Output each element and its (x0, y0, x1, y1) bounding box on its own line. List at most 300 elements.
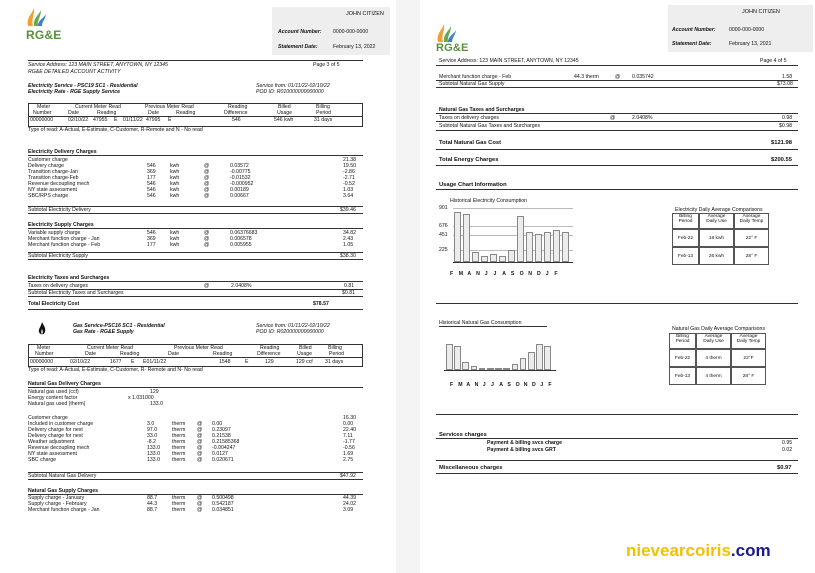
charge-amount: -0.56 (343, 445, 355, 451)
gas-meter-header: Meter (37, 345, 51, 351)
gas-current-read-date: 02/10/22 (70, 359, 91, 365)
charge-rate: 0.23097 (212, 427, 231, 433)
merchant-feb-qty: 44.3 therm (574, 74, 599, 80)
statement-page-3 (0, 0, 395, 573)
electricity-tax-title: Electricity Taxes and Surcharges (28, 275, 110, 281)
charge-amount: 2.43 (343, 236, 354, 242)
month-label: N (476, 271, 480, 277)
month-label: J (493, 271, 497, 277)
charge-at: @ (197, 457, 203, 463)
gas-comparison-title: Natural Gas Daily Average Comparisons (672, 326, 766, 332)
charge-label: Revenue decoupling mech (28, 445, 90, 451)
charge-label: Weather adjustment (28, 439, 75, 445)
charge-quantity: 546 (147, 193, 156, 199)
gas-previous-read-header: Previous Meter Read (174, 345, 223, 351)
charge-unit: kwh (170, 193, 180, 199)
previous-read-type: E (168, 117, 172, 123)
chart-bar (472, 252, 479, 262)
gas-billing-period: 31 days (325, 359, 344, 365)
electricity-delivery-subtotal: $39.46 (340, 207, 356, 213)
electricity-chart-title: Historical Electricity Consumption (450, 198, 527, 204)
average-header: Average (742, 214, 761, 219)
gas-supply-subtotal: $73.08 (777, 81, 793, 87)
gas-consumption-chart (446, 340, 556, 372)
gas-reading-difference: 129 (265, 359, 274, 365)
gas-usage-header: Usage (297, 351, 312, 357)
account-number-right: 0000-000-0000 (729, 27, 765, 33)
month-label: O (515, 382, 520, 388)
month-label: M (458, 271, 464, 277)
gas-delivery-subtotal-label: Subtotal Natural Gas Delivery (28, 473, 97, 479)
electricity-tax-label: Taxes on delivery charges (28, 283, 88, 289)
charge-quantity: 177 (147, 242, 156, 248)
charge-rate: 0.21538 (212, 433, 231, 439)
activity-title: RG&E DETAILED ACCOUNT ACTIVITY (28, 69, 121, 75)
charge-rate: 0.0127 (212, 451, 228, 457)
charge-amount: -2.86 (343, 169, 355, 175)
charge-rate: 0.06376683 (230, 230, 258, 236)
gas-total: $121.98 (771, 140, 792, 146)
charge-at: @ (204, 187, 210, 193)
electricity-supply-subtotal: $38.30 (340, 253, 356, 259)
gas-previous-read-date: E01/11/22 (143, 359, 167, 365)
charge-amount: 0.00 (343, 421, 354, 427)
gas-tax-at: @ (610, 115, 616, 121)
electricity-consumption-chart (439, 206, 574, 264)
comparison-period: Feb-22 (672, 229, 699, 247)
chart-bar (544, 232, 551, 262)
charge-rate: -0.00775 (230, 169, 251, 175)
charge-label: Merchant function charge - Jan (28, 507, 100, 513)
charge-amount: 19.50 (343, 163, 356, 169)
current-read-header: Current Meter Read (75, 104, 121, 110)
gas-previous-read-type: E (245, 359, 249, 365)
charge-at: @ (197, 433, 203, 439)
energy-total: $200.55 (771, 157, 792, 163)
month-label: A (466, 382, 471, 388)
electricity-pod-id: POD ID: R010000000000000 (256, 89, 324, 95)
chart-bar (553, 230, 560, 262)
electricity-delivery-subtotal-label: Subtotal Electricity Delivery (28, 207, 91, 213)
charge-label: Transition charge-Jan (28, 169, 78, 175)
charge-unit: therm (172, 433, 186, 439)
charge-at: @ (204, 175, 210, 181)
previous-reading-header: Reading (176, 110, 196, 116)
charge-rate: -0.01532 (230, 175, 251, 181)
service-charge-label: Payment & billing svcs charge (487, 440, 562, 446)
chart-gridline (453, 226, 573, 227)
charge-at: @ (204, 193, 210, 199)
charge-label: Customer charge (28, 157, 68, 163)
gas-flame-icon (38, 322, 46, 336)
charge-rate: 0.020671 (212, 457, 234, 463)
charge-unit: therm (172, 445, 186, 451)
comparison-period: Feb-13 (672, 247, 699, 265)
month-label: A (467, 271, 472, 277)
statement-page-4 (420, 0, 815, 573)
chart-bar (520, 358, 527, 370)
charge-rate: 0.03572 (230, 163, 249, 169)
gas-current-read-value: 1677 (110, 359, 122, 365)
month-label: D (537, 271, 541, 277)
electricity-supply-title: Electricity Supply Charges (28, 222, 94, 228)
charge-unit: kwh (170, 169, 180, 175)
account-number-label-right: Account Number: (672, 27, 716, 33)
service-charge-amount: 0.95 (782, 440, 793, 446)
watermark (626, 541, 771, 561)
electricity-service-from: Service from: 01/11/22-02/10/22 (256, 83, 330, 89)
reading-header: Reading (228, 104, 248, 110)
chart-bar (490, 254, 497, 262)
charge-amount: 1.05 (343, 242, 354, 248)
gas-tax-subtotal-label: Subtotal Natural Gas Taxes and Surcharges (439, 123, 541, 129)
charge-unit: kwh (170, 187, 180, 193)
month-label: S (507, 382, 511, 388)
comparison-daily-use: 4 therm (696, 349, 731, 367)
charge-label: Merchant function charge - Jan (28, 236, 100, 242)
current-date-header: Date (68, 110, 79, 116)
misc-charges-label: Miscellaneous charges (439, 465, 503, 471)
service-address-right: Service Address: 123 MAIN STREET, ANYTOWN, NY 12345 (439, 58, 579, 64)
charge-amount: 44.39 (343, 495, 356, 501)
gas-previous-read-value: 1548 (219, 359, 231, 365)
charge-unit: therm (172, 451, 186, 457)
charge-at: @ (204, 236, 210, 242)
month-label: N (474, 382, 479, 388)
comparison-header-cell (696, 333, 731, 349)
gas-billed-header: Billed (299, 345, 312, 351)
conversion-value: 133.0 (150, 401, 163, 407)
billing-header: Billing (316, 104, 330, 110)
gas-tax-amount: 0.98 (782, 115, 793, 121)
gas-tax-subtotal: $0.98 (779, 123, 792, 129)
charge-quantity: 88.7 (147, 495, 158, 501)
chart-bar (454, 212, 461, 262)
average-header: Average (739, 334, 758, 339)
gas-tax-label: Taxes on delivery charges (439, 115, 499, 121)
daily-use-header: Daily Use (706, 219, 727, 225)
current-read-value: 47955 (93, 117, 108, 123)
month-label: J (540, 382, 544, 388)
charge-rate: 0.034851 (212, 507, 234, 513)
month-label: F (450, 382, 454, 388)
electricity-tax-amount: 0.81 (344, 283, 355, 289)
gas-current-read-header: Current Meter Read (87, 345, 133, 351)
charge-unit: kwh (170, 181, 180, 187)
charge-quantity: 97.0 (147, 427, 158, 433)
charge-label: NY state assessment (28, 451, 77, 457)
meter-number-header: Number (33, 110, 52, 116)
chart-axis-tick: 225 (439, 247, 448, 253)
charge-at: @ (197, 495, 203, 501)
comparison-daily-use: 26 kwh (699, 247, 734, 265)
gas-meter-number: 00000000 (30, 359, 54, 365)
gas-current-read-type: E (131, 359, 135, 365)
charge-quantity: 133.0 (147, 445, 160, 451)
chart-axis-tick: 451 (439, 232, 448, 238)
billed-header: Billed (278, 104, 291, 110)
gas-tax-title: Natural Gas Taxes and Surcharges (439, 107, 525, 113)
charge-amount: -2.71 (343, 175, 355, 181)
billing-period: 31 days (314, 117, 333, 123)
gas-current-date-header: Date (85, 351, 96, 357)
rge-logo-text: RG&E (26, 28, 62, 42)
charge-quantity: 546 (147, 187, 156, 193)
charge-label: Included in customer charge (28, 421, 94, 427)
statement-date-right: February 13, 2021 (729, 41, 772, 47)
charge-unit: therm (172, 439, 186, 445)
gas-pod-id: POD ID: R020000000000000 (256, 329, 324, 335)
month-label: S (510, 271, 515, 277)
charge-rate: 0.21585368 (212, 439, 240, 445)
charge-at: @ (197, 451, 203, 457)
comparison-header-cell (734, 213, 769, 229)
daily-temp-header: Daily Temp (736, 339, 761, 345)
watermark-name: nievearcoiris (626, 541, 731, 560)
charge-rate: 0.006578 (230, 236, 252, 242)
charge-label: Delivery charge (28, 163, 65, 169)
charge-rate: 0.542187 (212, 501, 234, 507)
comparison-period: Feb-13 (669, 367, 696, 385)
gas-rate: Gas Rate - RG&E Supply (73, 329, 134, 335)
charge-at: @ (204, 169, 210, 175)
customer-name-right: JOHN CITIZEN (742, 9, 780, 15)
comparison-daily-use: 18 kwh (699, 229, 734, 247)
charge-unit: kwh (170, 175, 180, 181)
difference-header: Difference (224, 110, 248, 116)
billed-usage: 546 kwh (274, 117, 294, 123)
chart-axis-tick: 901 (439, 205, 448, 211)
electricity-supply-subtotal-label: Subtotal Electricity Supply (28, 253, 88, 259)
chart-bar (517, 216, 524, 262)
electricity-comparison-title: Electricity Daily Average Comparisons (675, 207, 763, 213)
comparison-daily-temp: 28° F (734, 247, 769, 265)
charge-label: NY state assessment (28, 187, 77, 193)
charge-at: @ (197, 501, 203, 507)
month-label: J (482, 382, 486, 388)
electricity-tax-at: @ (204, 283, 210, 289)
charge-unit: kwh (170, 163, 180, 169)
charge-at: @ (204, 181, 210, 187)
daily-use-header: Daily Use (703, 339, 724, 345)
account-number: 0000-000-0000 (333, 29, 369, 35)
charge-label: Supply charge - February (28, 501, 87, 507)
charge-label: Transition charge-Feb (28, 175, 79, 181)
chart-gridline (453, 208, 573, 209)
page-gutter (396, 0, 420, 573)
month-label: J (484, 271, 488, 277)
current-read-type: E (114, 117, 118, 123)
service-address: Service Address: 123 MAIN STREET, ANYTOWN, NY 12345 (28, 62, 168, 68)
charge-quantity: 88.7 (147, 507, 158, 513)
charge-quantity: 546 (147, 181, 156, 187)
billing-header: Billing (676, 334, 689, 339)
charge-label: Delivery charge for next (28, 433, 83, 439)
electricity-tax-subtotal: $0.81 (342, 290, 355, 296)
merchant-feb-amount: 1.58 (782, 74, 793, 80)
electricity-tax-subtotal-label: Subtotal Electricity Taxes and Surcharges (28, 290, 124, 296)
charge-quantity: 133.0 (147, 451, 160, 457)
month-label: A (502, 271, 506, 277)
gas-meter-number-header: Number (35, 351, 54, 357)
chart-bar (544, 346, 551, 370)
chart-bar (528, 352, 535, 370)
comparison-daily-temp: 22°F (731, 349, 766, 367)
rge-logo-flame-icon-right (434, 22, 458, 44)
charge-quantity: 3.0 (147, 421, 155, 427)
month-label: F (548, 382, 552, 388)
conversion-value: 129 (150, 389, 159, 395)
gas-total-label: Total Natural Gas Cost (439, 140, 502, 146)
charge-at: @ (197, 427, 203, 433)
gas-billed-usage: 129 ccf (296, 359, 313, 365)
previous-read-date: 01/11/22 (123, 117, 143, 123)
charge-unit: kwh (170, 236, 180, 242)
chart-bar (454, 346, 461, 370)
charge-label: Revenue decoupling mech (28, 181, 90, 187)
charge-amount: 22.40 (343, 427, 356, 433)
charge-label: SBC/RPS charge (28, 193, 69, 199)
charge-rate: -0.004247 (212, 445, 236, 451)
services-charges-title: Services charges (439, 432, 487, 438)
charge-unit: therm (172, 421, 186, 427)
gas-supply-title: Natural Gas Supply Charges (28, 488, 99, 494)
average-header: Average (707, 214, 726, 219)
charge-amount: -1.77 (343, 439, 355, 445)
chart-axis-tick: 676 (439, 223, 448, 229)
charge-quantity: 369 (147, 236, 156, 242)
charge-unit: therm (172, 507, 186, 513)
previous-date-header: Date (148, 110, 159, 116)
gas-difference-header: Difference (257, 351, 281, 357)
charge-at: @ (197, 439, 203, 445)
charge-amount: 3.09 (343, 507, 354, 513)
comparison-header-cell (669, 333, 696, 349)
meter-number: 00000000 (30, 117, 54, 123)
charge-amount: 16.30 (343, 415, 356, 421)
chart-bar (526, 232, 533, 262)
daily-temp-header: Daily Temp (739, 219, 764, 225)
charge-quantity: 133.0 (147, 457, 160, 463)
comparison-daily-temp: 28° F (731, 367, 766, 385)
charge-amount: 34.82 (343, 230, 356, 236)
comparison-daily-temp: 22° F (734, 229, 769, 247)
previous-read-header: Previous Meter Read (145, 104, 194, 110)
charge-quantity: 369 (147, 169, 156, 175)
charge-rate: -0.000952 (230, 181, 254, 187)
charge-at: @ (204, 230, 210, 236)
charge-at: @ (197, 445, 203, 451)
charge-label: SBC charge (28, 457, 56, 463)
charge-label: Variable supply charge (28, 230, 81, 236)
statement-date-label-right: Statement Date: (672, 41, 712, 47)
charge-amount: 21.38 (343, 157, 356, 163)
charge-amount: -0.52 (343, 181, 355, 187)
gas-service-from: Service from: 01/11/22-02/10/22 (256, 323, 330, 329)
merchant-feb-rate: 0.035742 (632, 74, 654, 80)
usage-header: Usage (277, 110, 292, 116)
month-label: F (554, 271, 558, 277)
reading-difference: 546 (232, 117, 241, 123)
charge-amount: 3.64 (343, 193, 354, 199)
charge-unit: therm (172, 495, 186, 501)
chart-bar (446, 344, 453, 370)
month-label: N (523, 382, 528, 388)
energy-total-label: Total Energy Charges (439, 157, 499, 163)
billing-header: Billing (679, 214, 692, 219)
period-header: Period (675, 339, 690, 345)
gas-service: Gas Service-PSC16 SC1 - Residential (73, 323, 165, 329)
period-header: Period (678, 219, 693, 225)
month-label: J (545, 271, 549, 277)
rge-logo-flame-icon (24, 6, 48, 28)
page-number: Page 3 of 5 (313, 62, 340, 68)
charge-amount: 7.11 (343, 433, 353, 439)
conversion-label: Natural gas used (ccf) (28, 389, 79, 395)
month-label: M (458, 382, 463, 388)
charge-amount: 2.75 (343, 457, 354, 463)
chart-bar (508, 250, 515, 262)
charge-at: @ (204, 242, 210, 248)
month-label: N (528, 271, 533, 277)
conversion-label: Natural gas used (therm) (28, 401, 86, 407)
page-number-right: Page 4 of 5 (760, 58, 787, 64)
gas-previous-reading-header: Reading (213, 351, 233, 357)
comparison-period: Feb-22 (669, 349, 696, 367)
electricity-rate: Electricity Rate - RGE Supply Service (28, 89, 120, 95)
gas-read-type-note: Type of read: A-Actual, E-Estimate, C-Customer, R- Remote and N- No read (28, 367, 203, 373)
chart-bar (535, 234, 542, 262)
charge-quantity: 33.0 (147, 433, 158, 439)
service-charge-label: Payment & billing svcs GRT (487, 447, 556, 453)
gas-period-header: Period (329, 351, 344, 357)
gas-chart-title: Historical Natural Gas Consumption (439, 320, 522, 326)
charge-label: Delivery charge for next (28, 427, 83, 433)
charge-quantity: -8.2 (147, 439, 156, 445)
gas-billing-header: Billing (328, 345, 342, 351)
merchant-feb-label: Merchant function charge - Feb (439, 74, 512, 80)
gas-reading-header: Reading (260, 345, 280, 351)
electricity-delivery-title: Electricity Delivery Charges (28, 149, 97, 155)
charge-at: @ (197, 507, 203, 513)
electricity-service: Electricity Service - PSC19 SC1 - Residential (28, 83, 138, 89)
charge-label: Merchant function charge - Feb (28, 242, 101, 248)
gas-previous-date-header: Date (168, 351, 179, 357)
merchant-feb-at: @ (615, 74, 621, 80)
current-reading-header: Reading (97, 110, 117, 116)
usage-chart-title: Usage Chart Information (439, 182, 507, 188)
charge-quantity: 177 (147, 175, 156, 181)
electricity-total: $78.57 (313, 301, 329, 307)
charge-quantity: 546 (147, 163, 156, 169)
month-label: J (491, 382, 494, 388)
gas-delivery-title: Natural Gas Delivery Charges (28, 381, 101, 387)
charge-at: @ (204, 163, 210, 169)
customer-name: JOHN CITIZEN (346, 11, 384, 17)
misc-charges-amount: $0.97 (777, 465, 792, 471)
chart-bar (463, 214, 470, 262)
rge-logo-text-right: RG&E (436, 42, 469, 54)
gas-supply-subtotal-label: Subtotal Natural Gas Supply (439, 81, 505, 87)
chart-bar (562, 232, 569, 262)
month-label: A (499, 382, 503, 388)
charge-unit: kwh (170, 230, 180, 236)
statement-date: February 13, 2022 (333, 44, 376, 50)
charge-amount: 24.02 (343, 501, 356, 507)
gas-tax-rate: 2.0408% (632, 115, 653, 121)
conversion-label: Energy content factor (28, 395, 78, 401)
charge-rate: 0.00 (212, 421, 223, 427)
